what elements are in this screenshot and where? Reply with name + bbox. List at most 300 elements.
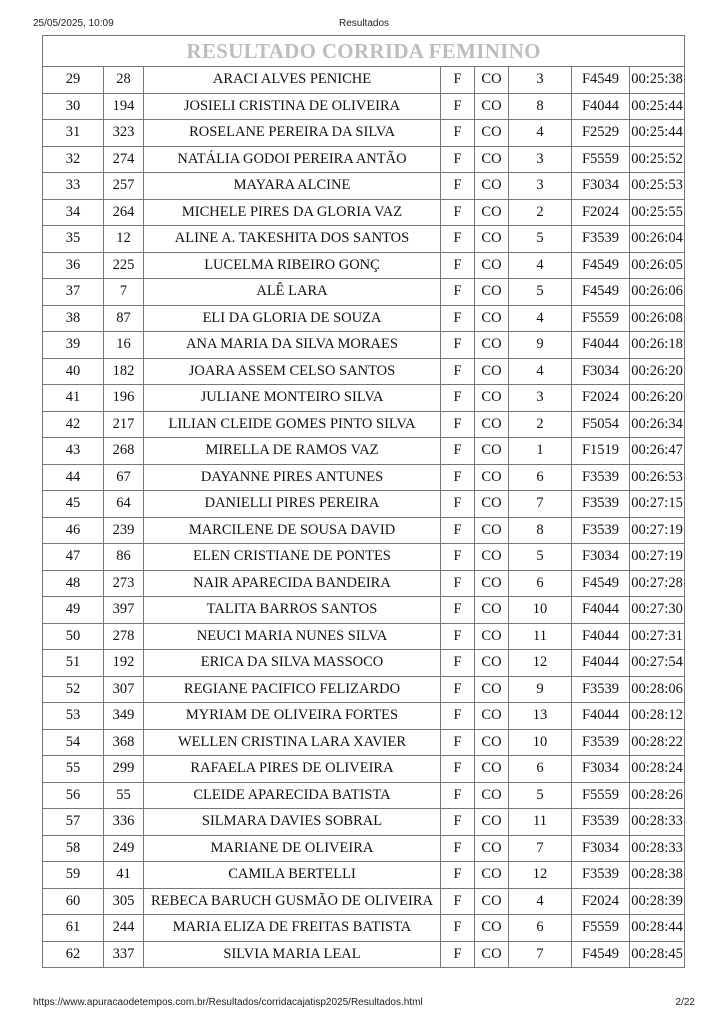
category-cell: F2024 bbox=[572, 385, 630, 412]
athlete-name-cell: MYRIAM DE OLIVEIRA FORTES bbox=[144, 703, 441, 730]
category-position-cell: 10 bbox=[509, 729, 572, 756]
table-row bbox=[43, 915, 685, 942]
position-cell: 43 bbox=[43, 438, 104, 465]
category-position-cell: 6 bbox=[509, 756, 572, 783]
bib-cell: 192 bbox=[104, 650, 144, 677]
modality-cell: CO bbox=[475, 146, 509, 173]
time-cell: 00:28:06 bbox=[630, 676, 685, 703]
table-row bbox=[43, 332, 685, 359]
time-cell: 00:26:06 bbox=[630, 279, 685, 306]
sex-cell: F bbox=[441, 226, 475, 253]
table-row bbox=[43, 67, 685, 94]
sex-cell: F bbox=[441, 332, 475, 359]
category-cell: F3034 bbox=[572, 358, 630, 385]
category-cell: F4549 bbox=[572, 570, 630, 597]
athlete-name-cell: CLEIDE APARECIDA BATISTA bbox=[144, 782, 441, 809]
table-row bbox=[43, 279, 685, 306]
print-footer bbox=[33, 997, 695, 1011]
category-cell: F3539 bbox=[572, 464, 630, 491]
category-position-cell: 6 bbox=[509, 915, 572, 942]
category-cell: F3034 bbox=[572, 544, 630, 571]
category-position-cell: 6 bbox=[509, 464, 572, 491]
time-cell: 00:25:53 bbox=[630, 173, 685, 200]
athlete-name-cell: MARIANE DE OLIVEIRA bbox=[144, 835, 441, 862]
table-row bbox=[43, 756, 685, 783]
modality-cell: CO bbox=[475, 199, 509, 226]
modality-cell: CO bbox=[475, 729, 509, 756]
modality-cell: CO bbox=[475, 941, 509, 968]
athlete-name-cell: SILMARA DAVIES SOBRAL bbox=[144, 809, 441, 836]
bib-cell: 368 bbox=[104, 729, 144, 756]
time-cell: 00:26:20 bbox=[630, 385, 685, 412]
category-position-cell: 4 bbox=[509, 252, 572, 279]
category-cell: F4044 bbox=[572, 597, 630, 624]
sex-cell: F bbox=[441, 491, 475, 518]
sex-cell: F bbox=[441, 570, 475, 597]
category-cell: F3034 bbox=[572, 173, 630, 200]
category-position-cell: 2 bbox=[509, 411, 572, 438]
bib-cell: 86 bbox=[104, 544, 144, 571]
position-cell: 45 bbox=[43, 491, 104, 518]
category-cell: F5559 bbox=[572, 915, 630, 942]
category-cell: F5559 bbox=[572, 305, 630, 332]
category-cell: F2024 bbox=[572, 888, 630, 915]
category-cell: F4044 bbox=[572, 93, 630, 120]
modality-cell: CO bbox=[475, 411, 509, 438]
athlete-name-cell: ELEN CRISTIANE DE PONTES bbox=[144, 544, 441, 571]
athlete-name-cell: TALITA BARROS SANTOS bbox=[144, 597, 441, 624]
category-cell: F3539 bbox=[572, 809, 630, 836]
category-position-cell: 3 bbox=[509, 67, 572, 94]
category-position-cell: 12 bbox=[509, 862, 572, 889]
time-cell: 00:25:55 bbox=[630, 199, 685, 226]
time-cell: 00:27:28 bbox=[630, 570, 685, 597]
modality-cell: CO bbox=[475, 597, 509, 624]
bib-cell: 299 bbox=[104, 756, 144, 783]
table-row bbox=[43, 888, 685, 915]
time-cell: 00:28:45 bbox=[630, 941, 685, 968]
position-cell: 62 bbox=[43, 941, 104, 968]
athlete-name-cell: REBECA BARUCH GUSMÃO DE OLIVEIRA bbox=[144, 888, 441, 915]
athlete-name-cell: CAMILA BERTELLI bbox=[144, 862, 441, 889]
bib-cell: 182 bbox=[104, 358, 144, 385]
bib-cell: 336 bbox=[104, 809, 144, 836]
position-cell: 32 bbox=[43, 146, 104, 173]
position-cell: 36 bbox=[43, 252, 104, 279]
table-row bbox=[43, 385, 685, 412]
athlete-name-cell: DANIELLI PIRES PEREIRA bbox=[144, 491, 441, 518]
bib-cell: 257 bbox=[104, 173, 144, 200]
category-position-cell: 4 bbox=[509, 120, 572, 147]
position-cell: 58 bbox=[43, 835, 104, 862]
athlete-name-cell: MICHELE PIRES DA GLORIA VAZ bbox=[144, 199, 441, 226]
position-cell: 29 bbox=[43, 67, 104, 94]
category-position-cell: 9 bbox=[509, 676, 572, 703]
modality-cell: CO bbox=[475, 358, 509, 385]
bib-cell: 41 bbox=[104, 862, 144, 889]
bib-cell: 55 bbox=[104, 782, 144, 809]
category-position-cell: 5 bbox=[509, 279, 572, 306]
position-cell: 52 bbox=[43, 676, 104, 703]
position-cell: 51 bbox=[43, 650, 104, 677]
category-cell: F3539 bbox=[572, 517, 630, 544]
category-position-cell: 4 bbox=[509, 305, 572, 332]
page-number: 2/22 bbox=[675, 997, 695, 1008]
position-cell: 40 bbox=[43, 358, 104, 385]
table-row bbox=[43, 358, 685, 385]
athlete-name-cell: ROSELANE PEREIRA DA SILVA bbox=[144, 120, 441, 147]
table-row bbox=[43, 862, 685, 889]
category-cell: F4044 bbox=[572, 650, 630, 677]
position-cell: 54 bbox=[43, 729, 104, 756]
sex-cell: F bbox=[441, 544, 475, 571]
time-cell: 00:28:22 bbox=[630, 729, 685, 756]
sex-cell: F bbox=[441, 809, 475, 836]
category-position-cell: 7 bbox=[509, 491, 572, 518]
position-cell: 34 bbox=[43, 199, 104, 226]
sex-cell: F bbox=[441, 517, 475, 544]
bib-cell: 278 bbox=[104, 623, 144, 650]
bib-cell: 12 bbox=[104, 226, 144, 253]
sex-cell: F bbox=[441, 279, 475, 306]
bib-cell: 16 bbox=[104, 332, 144, 359]
table-row bbox=[43, 597, 685, 624]
modality-cell: CO bbox=[475, 67, 509, 94]
bib-cell: 305 bbox=[104, 888, 144, 915]
athlete-name-cell: ELI DA GLORIA DE SOUZA bbox=[144, 305, 441, 332]
category-position-cell: 5 bbox=[509, 544, 572, 571]
sex-cell: F bbox=[441, 120, 475, 147]
table-row bbox=[43, 570, 685, 597]
modality-cell: CO bbox=[475, 915, 509, 942]
sex-cell: F bbox=[441, 703, 475, 730]
time-cell: 00:25:52 bbox=[630, 146, 685, 173]
category-position-cell: 8 bbox=[509, 517, 572, 544]
time-cell: 00:28:33 bbox=[630, 809, 685, 836]
bib-cell: 349 bbox=[104, 703, 144, 730]
category-position-cell: 11 bbox=[509, 809, 572, 836]
sex-cell: F bbox=[441, 650, 475, 677]
sex-cell: F bbox=[441, 146, 475, 173]
sex-cell: F bbox=[441, 915, 475, 942]
time-cell: 00:27:30 bbox=[630, 597, 685, 624]
position-cell: 50 bbox=[43, 623, 104, 650]
sex-cell: F bbox=[441, 358, 475, 385]
modality-cell: CO bbox=[475, 809, 509, 836]
bib-cell: 273 bbox=[104, 570, 144, 597]
athlete-name-cell: SILVIA MARIA LEAL bbox=[144, 941, 441, 968]
category-cell: F4044 bbox=[572, 623, 630, 650]
category-cell: F3539 bbox=[572, 676, 630, 703]
modality-cell: CO bbox=[475, 517, 509, 544]
sex-cell: F bbox=[441, 173, 475, 200]
position-cell: 41 bbox=[43, 385, 104, 412]
category-cell: F4044 bbox=[572, 332, 630, 359]
category-cell: F3034 bbox=[572, 835, 630, 862]
position-cell: 49 bbox=[43, 597, 104, 624]
sex-cell: F bbox=[441, 67, 475, 94]
table-row bbox=[43, 464, 685, 491]
bib-cell: 249 bbox=[104, 835, 144, 862]
sex-cell: F bbox=[441, 305, 475, 332]
modality-cell: CO bbox=[475, 120, 509, 147]
print-title: Resultados bbox=[338, 18, 390, 29]
category-position-cell: 7 bbox=[509, 941, 572, 968]
category-cell: F3539 bbox=[572, 729, 630, 756]
modality-cell: CO bbox=[475, 888, 509, 915]
category-cell: F4549 bbox=[572, 67, 630, 94]
bib-cell: 64 bbox=[104, 491, 144, 518]
position-cell: 57 bbox=[43, 809, 104, 836]
category-position-cell: 4 bbox=[509, 358, 572, 385]
position-cell: 30 bbox=[43, 93, 104, 120]
time-cell: 00:26:05 bbox=[630, 252, 685, 279]
time-cell: 00:26:34 bbox=[630, 411, 685, 438]
sex-cell: F bbox=[441, 411, 475, 438]
sex-cell: F bbox=[441, 782, 475, 809]
time-cell: 00:27:15 bbox=[630, 491, 685, 518]
table-row bbox=[43, 941, 685, 968]
athlete-name-cell: REGIANE PACIFICO FELIZARDO bbox=[144, 676, 441, 703]
modality-cell: CO bbox=[475, 491, 509, 518]
position-cell: 60 bbox=[43, 888, 104, 915]
bib-cell: 196 bbox=[104, 385, 144, 412]
bib-cell: 264 bbox=[104, 199, 144, 226]
category-cell: F4549 bbox=[572, 279, 630, 306]
table-row bbox=[43, 703, 685, 730]
modality-cell: CO bbox=[475, 93, 509, 120]
bib-cell: 323 bbox=[104, 120, 144, 147]
category-position-cell: 7 bbox=[509, 835, 572, 862]
bib-cell: 268 bbox=[104, 438, 144, 465]
modality-cell: CO bbox=[475, 623, 509, 650]
results-body bbox=[43, 67, 685, 968]
position-cell: 61 bbox=[43, 915, 104, 942]
sex-cell: F bbox=[441, 597, 475, 624]
category-position-cell: 3 bbox=[509, 385, 572, 412]
position-cell: 38 bbox=[43, 305, 104, 332]
category-cell: F2529 bbox=[572, 120, 630, 147]
category-position-cell: 11 bbox=[509, 623, 572, 650]
position-cell: 47 bbox=[43, 544, 104, 571]
position-cell: 48 bbox=[43, 570, 104, 597]
sex-cell: F bbox=[441, 676, 475, 703]
modality-cell: CO bbox=[475, 782, 509, 809]
table-row bbox=[43, 623, 685, 650]
position-cell: 35 bbox=[43, 226, 104, 253]
position-cell: 46 bbox=[43, 517, 104, 544]
athlete-name-cell: NAIR APARECIDA BANDEIRA bbox=[144, 570, 441, 597]
table-row bbox=[43, 835, 685, 862]
page-url: https://www.apuracaodetempos.com.br/Resultados/corridacajatisp2025/Resultados.html bbox=[33, 997, 423, 1008]
time-cell: 00:27:19 bbox=[630, 517, 685, 544]
sex-cell: F bbox=[441, 729, 475, 756]
position-cell: 56 bbox=[43, 782, 104, 809]
sex-cell: F bbox=[441, 199, 475, 226]
category-cell: F4549 bbox=[572, 941, 630, 968]
category-position-cell: 4 bbox=[509, 888, 572, 915]
time-cell: 00:28:38 bbox=[630, 862, 685, 889]
bib-cell: 244 bbox=[104, 915, 144, 942]
time-cell: 00:28:39 bbox=[630, 888, 685, 915]
athlete-name-cell: ALINE A. TAKESHITA DOS SANTOS bbox=[144, 226, 441, 253]
category-cell: F5054 bbox=[572, 411, 630, 438]
time-cell: 00:26:47 bbox=[630, 438, 685, 465]
athlete-name-cell: MAYARA ALCINE bbox=[144, 173, 441, 200]
bib-cell: 397 bbox=[104, 597, 144, 624]
time-cell: 00:25:38 bbox=[630, 67, 685, 94]
athlete-name-cell: ARACI ALVES PENICHE bbox=[144, 67, 441, 94]
table-row bbox=[43, 676, 685, 703]
modality-cell: CO bbox=[475, 173, 509, 200]
category-cell: F5559 bbox=[572, 782, 630, 809]
table-row bbox=[43, 782, 685, 809]
category-cell: F2024 bbox=[572, 199, 630, 226]
bib-cell: 28 bbox=[104, 67, 144, 94]
bib-cell: 87 bbox=[104, 305, 144, 332]
category-cell: F4549 bbox=[572, 252, 630, 279]
table-row bbox=[43, 544, 685, 571]
athlete-name-cell: MARIA ELIZA DE FREITAS BATISTA bbox=[144, 915, 441, 942]
table-row bbox=[43, 173, 685, 200]
category-cell: F3539 bbox=[572, 226, 630, 253]
modality-cell: CO bbox=[475, 305, 509, 332]
category-position-cell: 12 bbox=[509, 650, 572, 677]
position-cell: 37 bbox=[43, 279, 104, 306]
modality-cell: CO bbox=[475, 385, 509, 412]
table-row bbox=[43, 252, 685, 279]
time-cell: 00:26:20 bbox=[630, 358, 685, 385]
modality-cell: CO bbox=[475, 835, 509, 862]
category-cell: F3539 bbox=[572, 862, 630, 889]
athlete-name-cell: JOSIELI CRISTINA DE OLIVEIRA bbox=[144, 93, 441, 120]
bib-cell: 274 bbox=[104, 146, 144, 173]
athlete-name-cell: ALÊ LARA bbox=[144, 279, 441, 306]
modality-cell: CO bbox=[475, 703, 509, 730]
category-cell: F5559 bbox=[572, 146, 630, 173]
category-position-cell: 5 bbox=[509, 782, 572, 809]
time-cell: 00:26:18 bbox=[630, 332, 685, 359]
time-cell: 00:28:26 bbox=[630, 782, 685, 809]
category-position-cell: 8 bbox=[509, 93, 572, 120]
table-row bbox=[43, 517, 685, 544]
table-row bbox=[43, 411, 685, 438]
time-cell: 00:26:08 bbox=[630, 305, 685, 332]
category-cell: F1519 bbox=[572, 438, 630, 465]
athlete-name-cell: JULIANE MONTEIRO SILVA bbox=[144, 385, 441, 412]
position-cell: 59 bbox=[43, 862, 104, 889]
bib-cell: 7 bbox=[104, 279, 144, 306]
sex-cell: F bbox=[441, 438, 475, 465]
modality-cell: CO bbox=[475, 252, 509, 279]
print-datetime: 25/05/2025, 10:09 bbox=[33, 18, 114, 29]
table-row bbox=[43, 438, 685, 465]
bib-cell: 239 bbox=[104, 517, 144, 544]
table-row bbox=[43, 93, 685, 120]
modality-cell: CO bbox=[475, 676, 509, 703]
category-position-cell: 3 bbox=[509, 173, 572, 200]
athlete-name-cell: JOARA ASSEM CELSO SANTOS bbox=[144, 358, 441, 385]
bib-cell: 67 bbox=[104, 464, 144, 491]
bib-cell: 307 bbox=[104, 676, 144, 703]
bib-cell: 225 bbox=[104, 252, 144, 279]
time-cell: 00:25:44 bbox=[630, 93, 685, 120]
category-cell: F3539 bbox=[572, 491, 630, 518]
athlete-name-cell: MIRELLA DE RAMOS VAZ bbox=[144, 438, 441, 465]
modality-cell: CO bbox=[475, 438, 509, 465]
modality-cell: CO bbox=[475, 226, 509, 253]
position-cell: 33 bbox=[43, 173, 104, 200]
category-position-cell: 13 bbox=[509, 703, 572, 730]
results-table bbox=[42, 35, 685, 968]
modality-cell: CO bbox=[475, 464, 509, 491]
time-cell: 00:28:33 bbox=[630, 835, 685, 862]
time-cell: 00:25:44 bbox=[630, 120, 685, 147]
bib-cell: 194 bbox=[104, 93, 144, 120]
category-position-cell: 3 bbox=[509, 146, 572, 173]
category-position-cell: 9 bbox=[509, 332, 572, 359]
time-cell: 00:26:04 bbox=[630, 226, 685, 253]
athlete-name-cell: DAYANNE PIRES ANTUNES bbox=[144, 464, 441, 491]
table-row bbox=[43, 491, 685, 518]
position-cell: 53 bbox=[43, 703, 104, 730]
sex-cell: F bbox=[441, 385, 475, 412]
sex-cell: F bbox=[441, 888, 475, 915]
modality-cell: CO bbox=[475, 544, 509, 571]
bib-cell: 337 bbox=[104, 941, 144, 968]
sex-cell: F bbox=[441, 252, 475, 279]
category-position-cell: 2 bbox=[509, 199, 572, 226]
sex-cell: F bbox=[441, 464, 475, 491]
athlete-name-cell: ANA MARIA DA SILVA MORAES bbox=[144, 332, 441, 359]
time-cell: 00:28:44 bbox=[630, 915, 685, 942]
table-caption: RESULTADO CORRIDA FEMININO bbox=[43, 36, 685, 67]
category-position-cell: 6 bbox=[509, 570, 572, 597]
sex-cell: F bbox=[441, 93, 475, 120]
position-cell: 55 bbox=[43, 756, 104, 783]
sex-cell: F bbox=[441, 835, 475, 862]
category-cell: F4044 bbox=[572, 703, 630, 730]
athlete-name-cell: ERICA DA SILVA MASSOCO bbox=[144, 650, 441, 677]
time-cell: 00:26:53 bbox=[630, 464, 685, 491]
modality-cell: CO bbox=[475, 279, 509, 306]
time-cell: 00:27:19 bbox=[630, 544, 685, 571]
modality-cell: CO bbox=[475, 570, 509, 597]
table-row bbox=[43, 305, 685, 332]
time-cell: 00:28:24 bbox=[630, 756, 685, 783]
position-cell: 31 bbox=[43, 120, 104, 147]
sex-cell: F bbox=[441, 941, 475, 968]
athlete-name-cell: MARCILENE DE SOUSA DAVID bbox=[144, 517, 441, 544]
category-position-cell: 1 bbox=[509, 438, 572, 465]
sex-cell: F bbox=[441, 623, 475, 650]
bib-cell: 217 bbox=[104, 411, 144, 438]
athlete-name-cell: NEUCI MARIA NUNES SILVA bbox=[144, 623, 441, 650]
position-cell: 39 bbox=[43, 332, 104, 359]
sex-cell: F bbox=[441, 862, 475, 889]
time-cell: 00:28:12 bbox=[630, 703, 685, 730]
table-row bbox=[43, 729, 685, 756]
modality-cell: CO bbox=[475, 756, 509, 783]
sex-cell: F bbox=[441, 756, 475, 783]
position-cell: 44 bbox=[43, 464, 104, 491]
time-cell: 00:27:54 bbox=[630, 650, 685, 677]
table-row bbox=[43, 199, 685, 226]
athlete-name-cell: NATÁLIA GODOI PEREIRA ANTÃO bbox=[144, 146, 441, 173]
modality-cell: CO bbox=[475, 332, 509, 359]
position-cell: 42 bbox=[43, 411, 104, 438]
athlete-name-cell: LUCELMA RIBEIRO GONÇ bbox=[144, 252, 441, 279]
